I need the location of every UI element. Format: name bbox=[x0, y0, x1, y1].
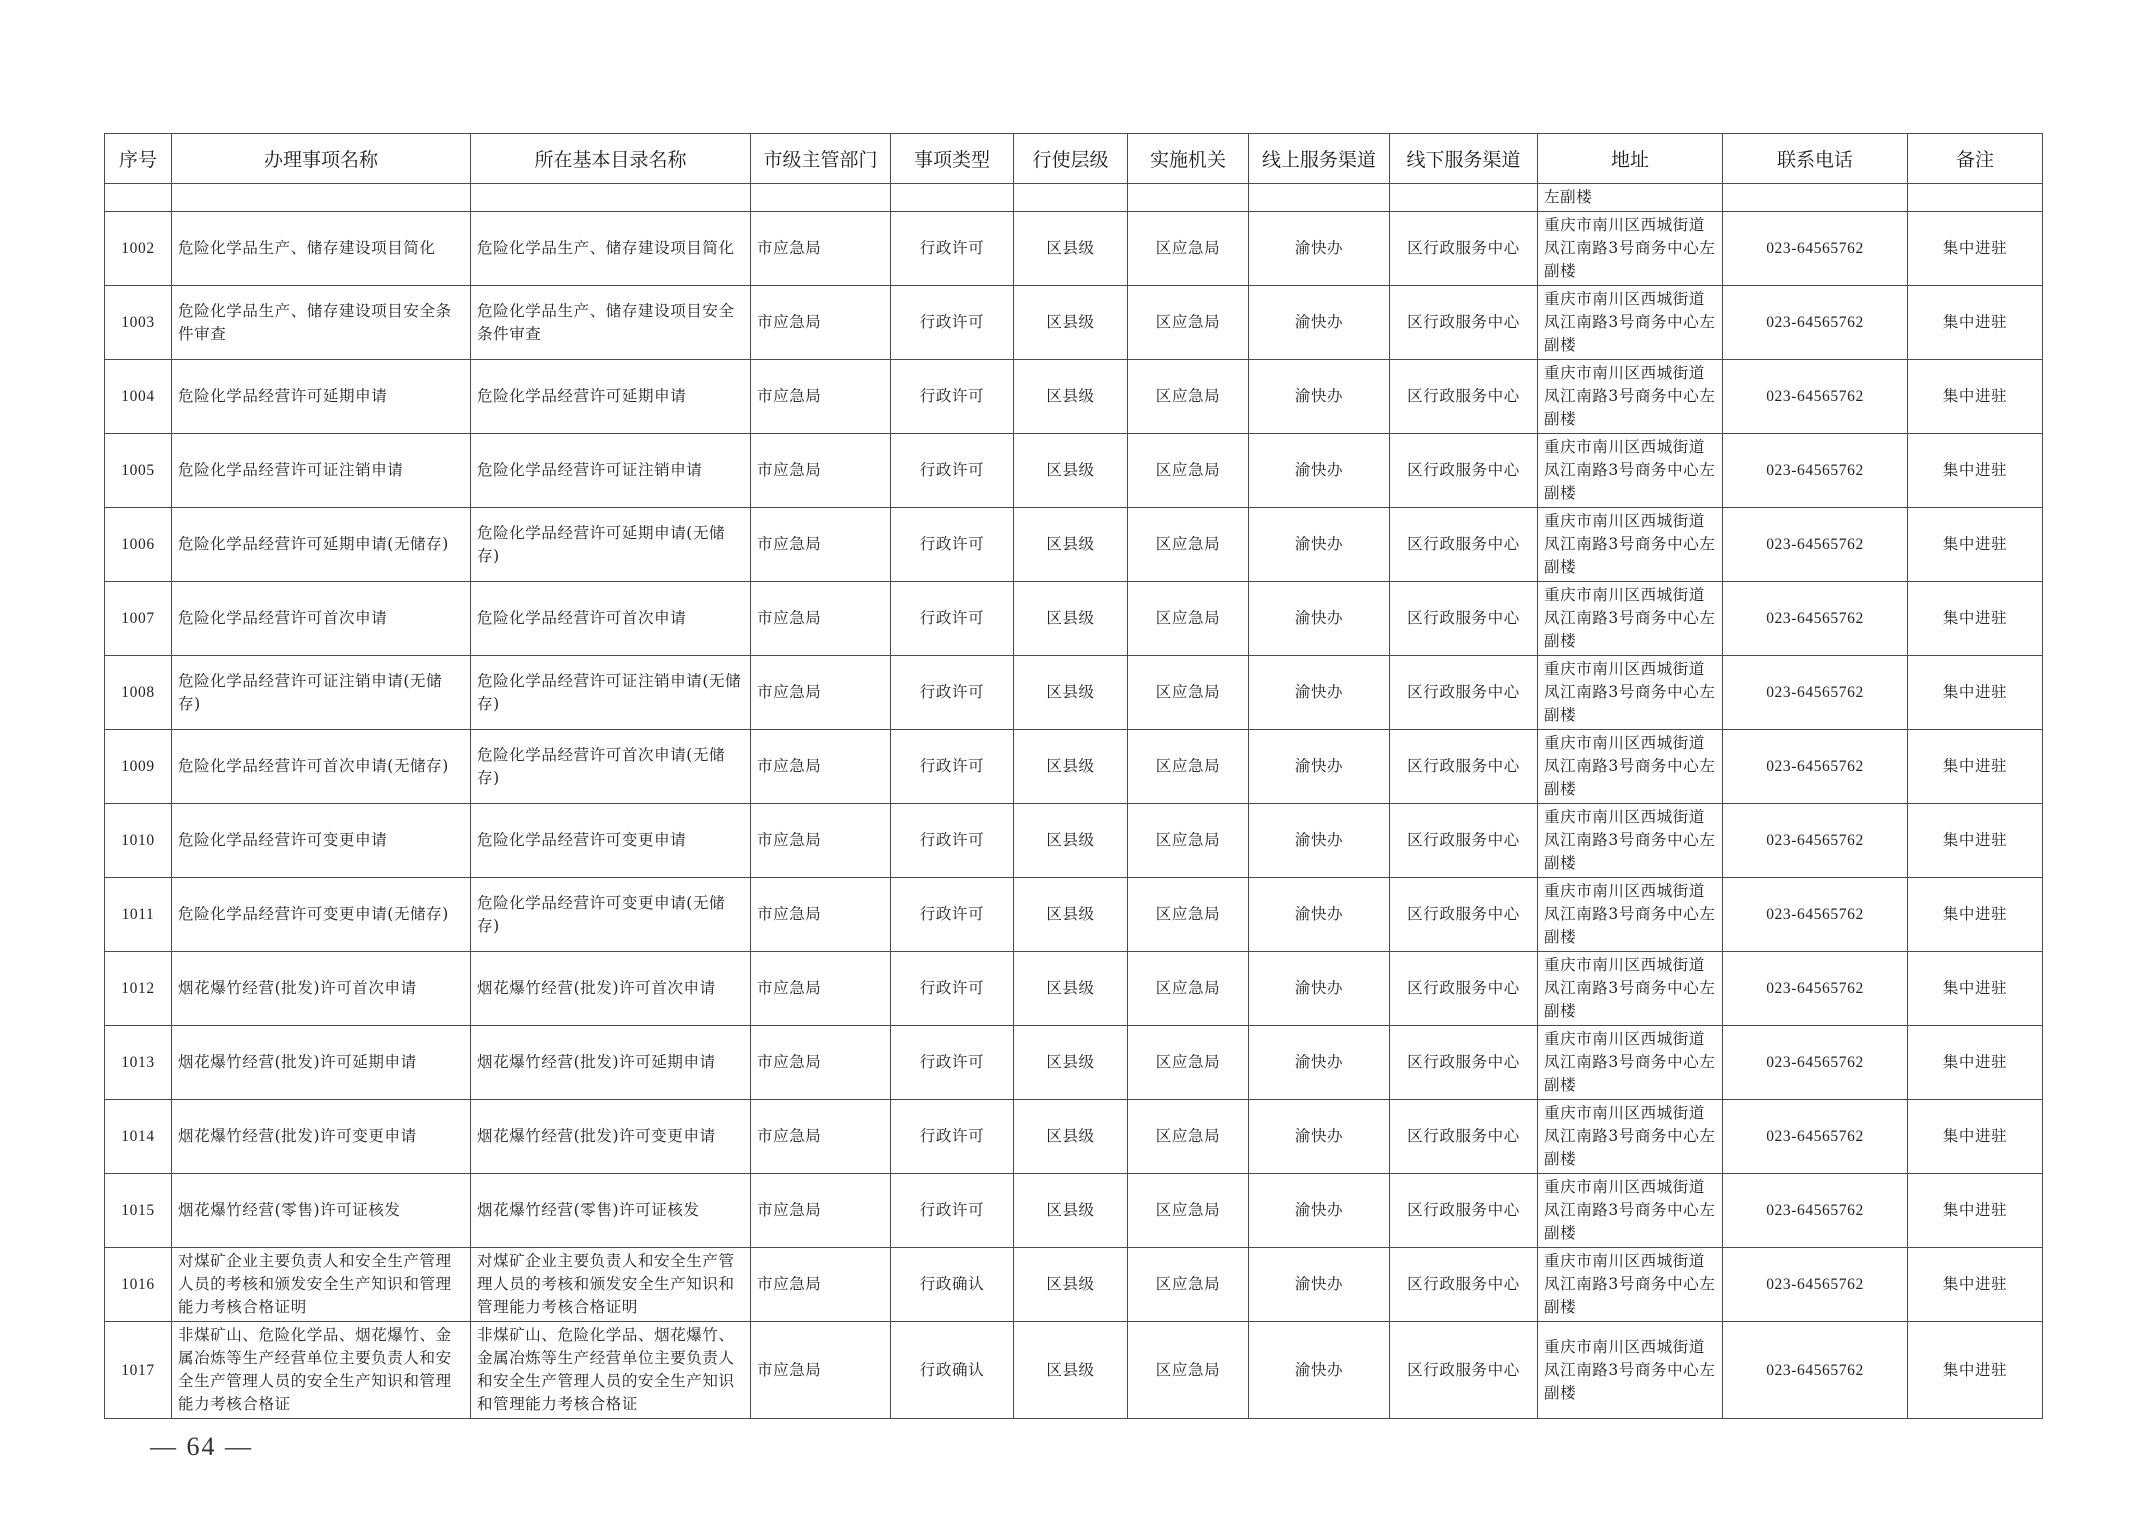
department-cell: 市应急局 bbox=[751, 508, 891, 582]
note-cell: 集中进驻 bbox=[1908, 508, 2043, 582]
phone-cell: 023-64565762 bbox=[1723, 212, 1908, 286]
header-cell: 备注 bbox=[1908, 134, 2043, 184]
online-channel-cell: 渝快办 bbox=[1249, 582, 1390, 656]
catalog-name-cell: 危险化学品生产、储存建设项目简化 bbox=[471, 212, 751, 286]
continuation-row bbox=[105, 184, 2043, 212]
header-cell: 行使层级 bbox=[1014, 134, 1128, 184]
catalog-name-cell: 危险化学品经营许可证注销申请 bbox=[471, 434, 751, 508]
item-type-cell: 行政确认 bbox=[891, 1322, 1014, 1419]
table-row bbox=[105, 360, 2043, 434]
item-type-cell: 行政许可 bbox=[891, 286, 1014, 360]
item-type-cell: 行政许可 bbox=[891, 1026, 1014, 1100]
agency-cell: 区应急局 bbox=[1128, 582, 1249, 656]
level-cell: 区县级 bbox=[1014, 730, 1128, 804]
phone-cell: 023-64565762 bbox=[1723, 434, 1908, 508]
department-cell: 市应急局 bbox=[751, 1026, 891, 1100]
offline-channel-cell: 区行政服务中心 bbox=[1390, 952, 1538, 1026]
table-row bbox=[105, 582, 2043, 656]
level-cell: 区县级 bbox=[1014, 1174, 1128, 1248]
catalog-name-cell: 烟花爆竹经营(批发)许可延期申请 bbox=[471, 1026, 751, 1100]
online-channel-cell: 渝快办 bbox=[1249, 212, 1390, 286]
level-cell: 区县级 bbox=[1014, 360, 1128, 434]
row-number-cell: 1008 bbox=[105, 656, 172, 730]
online-channel-cell: 渝快办 bbox=[1249, 952, 1390, 1026]
table-cell bbox=[471, 184, 751, 212]
table-cell bbox=[1128, 184, 1249, 212]
agency-cell: 区应急局 bbox=[1128, 952, 1249, 1026]
online-channel-cell: 渝快办 bbox=[1249, 286, 1390, 360]
note-cell: 集中进驻 bbox=[1908, 952, 2043, 1026]
table-row bbox=[105, 286, 2043, 360]
department-cell: 市应急局 bbox=[751, 1100, 891, 1174]
row-number-cell: 1006 bbox=[105, 508, 172, 582]
item-type-cell: 行政许可 bbox=[891, 212, 1014, 286]
header-cell: 办理事项名称 bbox=[172, 134, 471, 184]
department-cell: 市应急局 bbox=[751, 656, 891, 730]
offline-channel-cell: 区行政服务中心 bbox=[1390, 360, 1538, 434]
phone-cell: 023-64565762 bbox=[1723, 286, 1908, 360]
level-cell: 区县级 bbox=[1014, 434, 1128, 508]
table-cell bbox=[1390, 184, 1538, 212]
online-channel-cell: 渝快办 bbox=[1249, 656, 1390, 730]
offline-channel-cell: 区行政服务中心 bbox=[1390, 804, 1538, 878]
header-cell: 联系电话 bbox=[1723, 134, 1908, 184]
address-cell: 重庆市南川区西城街道凤江南路3号商务中心左副楼 bbox=[1538, 286, 1723, 360]
offline-channel-cell: 区行政服务中心 bbox=[1390, 730, 1538, 804]
row-number-cell: 1015 bbox=[105, 1174, 172, 1248]
phone-cell: 023-64565762 bbox=[1723, 952, 1908, 1026]
row-number-cell: 1017 bbox=[105, 1322, 172, 1419]
table-row bbox=[105, 508, 2043, 582]
offline-channel-cell: 区行政服务中心 bbox=[1390, 508, 1538, 582]
item-name-cell: 烟花爆竹经营(批发)许可变更申请 bbox=[172, 1100, 471, 1174]
online-channel-cell: 渝快办 bbox=[1249, 360, 1390, 434]
item-name-cell: 烟花爆竹经营(批发)许可首次申请 bbox=[172, 952, 471, 1026]
catalog-name-cell: 对煤矿企业主要负责人和安全生产管理人员的考核和颁发安全生产知识和管理能力考核合格证明 bbox=[471, 1248, 751, 1322]
header-cell: 实施机关 bbox=[1128, 134, 1249, 184]
note-cell: 集中进驻 bbox=[1908, 1248, 2043, 1322]
note-cell: 集中进驻 bbox=[1908, 360, 2043, 434]
header-cell: 线下服务渠道 bbox=[1390, 134, 1538, 184]
online-channel-cell: 渝快办 bbox=[1249, 804, 1390, 878]
address-cell: 重庆市南川区西城街道凤江南路3号商务中心左副楼 bbox=[1538, 656, 1723, 730]
address-cell: 重庆市南川区西城街道凤江南路3号商务中心左副楼 bbox=[1538, 1248, 1723, 1322]
online-channel-cell: 渝快办 bbox=[1249, 1026, 1390, 1100]
table-cell bbox=[1014, 184, 1128, 212]
table-row bbox=[105, 730, 2043, 804]
catalog-name-cell: 危险化学品经营许可延期申请(无储存) bbox=[471, 508, 751, 582]
agency-cell: 区应急局 bbox=[1128, 656, 1249, 730]
address-cell: 重庆市南川区西城街道凤江南路3号商务中心左副楼 bbox=[1538, 360, 1723, 434]
offline-channel-cell: 区行政服务中心 bbox=[1390, 434, 1538, 508]
catalog-name-cell: 危险化学品经营许可首次申请 bbox=[471, 582, 751, 656]
header-cell: 序号 bbox=[105, 134, 172, 184]
offline-channel-cell: 区行政服务中心 bbox=[1390, 1322, 1538, 1419]
note-cell: 集中进驻 bbox=[1908, 434, 2043, 508]
department-cell: 市应急局 bbox=[751, 1174, 891, 1248]
note-cell: 集中进驻 bbox=[1908, 582, 2043, 656]
offline-channel-cell: 区行政服务中心 bbox=[1390, 1100, 1538, 1174]
table-header-row bbox=[105, 134, 2043, 184]
agency-cell: 区应急局 bbox=[1128, 804, 1249, 878]
table-cell bbox=[1723, 184, 1908, 212]
item-type-cell: 行政确认 bbox=[891, 1248, 1014, 1322]
item-name-cell: 危险化学品经营许可变更申请 bbox=[172, 804, 471, 878]
row-number-cell: 1016 bbox=[105, 1248, 172, 1322]
item-type-cell: 行政许可 bbox=[891, 730, 1014, 804]
item-name-cell: 危险化学品经营许可首次申请 bbox=[172, 582, 471, 656]
agency-cell: 区应急局 bbox=[1128, 1174, 1249, 1248]
level-cell: 区县级 bbox=[1014, 212, 1128, 286]
level-cell: 区县级 bbox=[1014, 582, 1128, 656]
catalog-name-cell: 烟花爆竹经营(批发)许可变更申请 bbox=[471, 1100, 751, 1174]
catalog-name-cell: 危险化学品经营许可变更申请 bbox=[471, 804, 751, 878]
phone-cell: 023-64565762 bbox=[1723, 1248, 1908, 1322]
note-cell: 集中进驻 bbox=[1908, 656, 2043, 730]
agency-cell: 区应急局 bbox=[1128, 508, 1249, 582]
address-cell: 重庆市南川区西城街道凤江南路3号商务中心左副楼 bbox=[1538, 434, 1723, 508]
address-cell: 重庆市南川区西城街道凤江南路3号商务中心左副楼 bbox=[1538, 952, 1723, 1026]
department-cell: 市应急局 bbox=[751, 730, 891, 804]
address-cell: 重庆市南川区西城街道凤江南路3号商务中心左副楼 bbox=[1538, 1322, 1723, 1419]
item-type-cell: 行政许可 bbox=[891, 952, 1014, 1026]
agency-cell: 区应急局 bbox=[1128, 360, 1249, 434]
item-name-cell: 危险化学品经营许可首次申请(无储存) bbox=[172, 730, 471, 804]
phone-cell: 023-64565762 bbox=[1723, 1174, 1908, 1248]
page-number: — 64 — bbox=[150, 1432, 253, 1461]
row-number-cell: 1013 bbox=[105, 1026, 172, 1100]
phone-cell: 023-64565762 bbox=[1723, 1322, 1908, 1419]
row-number-cell: 1007 bbox=[105, 582, 172, 656]
level-cell: 区县级 bbox=[1014, 952, 1128, 1026]
level-cell: 区县级 bbox=[1014, 508, 1128, 582]
item-name-cell: 危险化学品经营许可延期申请(无储存) bbox=[172, 508, 471, 582]
item-name-cell: 对煤矿企业主要负责人和安全生产管理人员的考核和颁发安全生产知识和管理能力考核合格证明 bbox=[172, 1248, 471, 1322]
agency-cell: 区应急局 bbox=[1128, 1322, 1249, 1419]
level-cell: 区县级 bbox=[1014, 286, 1128, 360]
item-name-cell: 危险化学品生产、储存建设项目安全条件审查 bbox=[172, 286, 471, 360]
note-cell: 集中进驻 bbox=[1908, 1174, 2043, 1248]
item-type-cell: 行政许可 bbox=[891, 434, 1014, 508]
items-table bbox=[104, 133, 2043, 1419]
table-row bbox=[105, 1026, 2043, 1100]
item-type-cell: 行政许可 bbox=[891, 582, 1014, 656]
department-cell: 市应急局 bbox=[751, 804, 891, 878]
online-channel-cell: 渝快办 bbox=[1249, 730, 1390, 804]
agency-cell: 区应急局 bbox=[1128, 1026, 1249, 1100]
note-cell: 集中进驻 bbox=[1908, 878, 2043, 952]
department-cell: 市应急局 bbox=[751, 582, 891, 656]
table-cell bbox=[751, 184, 891, 212]
header-cell: 地址 bbox=[1538, 134, 1723, 184]
table-row bbox=[105, 1100, 2043, 1174]
department-cell: 市应急局 bbox=[751, 952, 891, 1026]
header-cell: 线上服务渠道 bbox=[1249, 134, 1390, 184]
note-cell: 集中进驻 bbox=[1908, 1322, 2043, 1419]
offline-channel-cell: 区行政服务中心 bbox=[1390, 212, 1538, 286]
department-cell: 市应急局 bbox=[751, 360, 891, 434]
catalog-name-cell: 烟花爆竹经营(零售)许可证核发 bbox=[471, 1174, 751, 1248]
online-channel-cell: 渝快办 bbox=[1249, 1174, 1390, 1248]
table-row bbox=[105, 656, 2043, 730]
level-cell: 区县级 bbox=[1014, 878, 1128, 952]
item-type-cell: 行政许可 bbox=[891, 656, 1014, 730]
phone-cell: 023-64565762 bbox=[1723, 1100, 1908, 1174]
offline-channel-cell: 区行政服务中心 bbox=[1390, 286, 1538, 360]
catalog-name-cell: 危险化学品经营许可变更申请(无储存) bbox=[471, 878, 751, 952]
item-name-cell: 危险化学品经营许可证注销申请 bbox=[172, 434, 471, 508]
note-cell: 集中进驻 bbox=[1908, 212, 2043, 286]
item-type-cell: 行政许可 bbox=[891, 1174, 1014, 1248]
address-cell: 重庆市南川区西城街道凤江南路3号商务中心左副楼 bbox=[1538, 804, 1723, 878]
online-channel-cell: 渝快办 bbox=[1249, 508, 1390, 582]
catalog-name-cell: 烟花爆竹经营(批发)许可首次申请 bbox=[471, 952, 751, 1026]
level-cell: 区县级 bbox=[1014, 1100, 1128, 1174]
table-cell bbox=[1249, 184, 1390, 212]
row-number-cell: 1014 bbox=[105, 1100, 172, 1174]
item-name-cell: 危险化学品经营许可变更申请(无储存) bbox=[172, 878, 471, 952]
online-channel-cell: 渝快办 bbox=[1249, 1322, 1390, 1419]
address-cell: 重庆市南川区西城街道凤江南路3号商务中心左副楼 bbox=[1538, 730, 1723, 804]
address-cell: 重庆市南川区西城街道凤江南路3号商务中心左副楼 bbox=[1538, 1026, 1723, 1100]
offline-channel-cell: 区行政服务中心 bbox=[1390, 656, 1538, 730]
address-cell: 重庆市南川区西城街道凤江南路3号商务中心左副楼 bbox=[1538, 1100, 1723, 1174]
note-cell: 集中进驻 bbox=[1908, 804, 2043, 878]
catalog-name-cell: 危险化学品经营许可延期申请 bbox=[471, 360, 751, 434]
online-channel-cell: 渝快办 bbox=[1249, 1248, 1390, 1322]
item-name-cell: 烟花爆竹经营(零售)许可证核发 bbox=[172, 1174, 471, 1248]
row-number-cell: 1003 bbox=[105, 286, 172, 360]
header-cell: 市级主管部门 bbox=[751, 134, 891, 184]
offline-channel-cell: 区行政服务中心 bbox=[1390, 1248, 1538, 1322]
online-channel-cell: 渝快办 bbox=[1249, 434, 1390, 508]
address-cell: 重庆市南川区西城街道凤江南路3号商务中心左副楼 bbox=[1538, 508, 1723, 582]
catalog-name-cell: 危险化学品经营许可证注销申请(无储存) bbox=[471, 656, 751, 730]
row-number-cell: 1009 bbox=[105, 730, 172, 804]
offline-channel-cell: 区行政服务中心 bbox=[1390, 582, 1538, 656]
phone-cell: 023-64565762 bbox=[1723, 508, 1908, 582]
table-cell bbox=[172, 184, 471, 212]
item-name-cell: 危险化学品生产、储存建设项目简化 bbox=[172, 212, 471, 286]
agency-cell: 区应急局 bbox=[1128, 212, 1249, 286]
header-cell: 所在基本目录名称 bbox=[471, 134, 751, 184]
item-name-cell: 非煤矿山、危险化学品、烟花爆竹、金属冶炼等生产经营单位主要负责人和安全生产管理人员的安全生产知识和管理能力考核合格证 bbox=[172, 1322, 471, 1419]
item-name-cell: 危险化学品经营许可证注销申请(无储存) bbox=[172, 656, 471, 730]
agency-cell: 区应急局 bbox=[1128, 286, 1249, 360]
note-cell: 集中进驻 bbox=[1908, 730, 2043, 804]
level-cell: 区县级 bbox=[1014, 656, 1128, 730]
phone-cell: 023-64565762 bbox=[1723, 1026, 1908, 1100]
item-name-cell: 危险化学品经营许可延期申请 bbox=[172, 360, 471, 434]
level-cell: 区县级 bbox=[1014, 1322, 1128, 1419]
table-cell bbox=[105, 184, 172, 212]
agency-cell: 区应急局 bbox=[1128, 878, 1249, 952]
level-cell: 区县级 bbox=[1014, 1248, 1128, 1322]
agency-cell: 区应急局 bbox=[1128, 730, 1249, 804]
item-type-cell: 行政许可 bbox=[891, 1100, 1014, 1174]
table-cell bbox=[1908, 184, 2043, 212]
catalog-name-cell: 非煤矿山、危险化学品、烟花爆竹、金属冶炼等生产经营单位主要负责人和安全生产管理人员的安全生产知识和管理能力考核合格证 bbox=[471, 1322, 751, 1419]
department-cell: 市应急局 bbox=[751, 212, 891, 286]
table-row bbox=[105, 434, 2043, 508]
item-type-cell: 行政许可 bbox=[891, 508, 1014, 582]
phone-cell: 023-64565762 bbox=[1723, 804, 1908, 878]
table-cell bbox=[891, 184, 1014, 212]
address-cell: 重庆市南川区西城街道凤江南路3号商务中心左副楼 bbox=[1538, 878, 1723, 952]
phone-cell: 023-64565762 bbox=[1723, 656, 1908, 730]
department-cell: 市应急局 bbox=[751, 1322, 891, 1419]
phone-cell: 023-64565762 bbox=[1723, 878, 1908, 952]
catalog-name-cell: 危险化学品生产、储存建设项目安全条件审查 bbox=[471, 286, 751, 360]
address-cell: 重庆市南川区西城街道凤江南路3号商务中心左副楼 bbox=[1538, 582, 1723, 656]
agency-cell: 区应急局 bbox=[1128, 434, 1249, 508]
catalog-name-cell: 危险化学品经营许可首次申请(无储存) bbox=[471, 730, 751, 804]
header-cell: 事项类型 bbox=[891, 134, 1014, 184]
online-channel-cell: 渝快办 bbox=[1249, 878, 1390, 952]
table-row bbox=[105, 212, 2043, 286]
online-channel-cell: 渝快办 bbox=[1249, 1100, 1390, 1174]
table-row bbox=[105, 952, 2043, 1026]
table-row bbox=[105, 804, 2043, 878]
offline-channel-cell: 区行政服务中心 bbox=[1390, 1026, 1538, 1100]
note-cell: 集中进驻 bbox=[1908, 286, 2043, 360]
table-row bbox=[105, 1174, 2043, 1248]
row-number-cell: 1004 bbox=[105, 360, 172, 434]
item-type-cell: 行政许可 bbox=[891, 878, 1014, 952]
department-cell: 市应急局 bbox=[751, 286, 891, 360]
agency-cell: 区应急局 bbox=[1128, 1100, 1249, 1174]
address-cell: 重庆市南川区西城街道凤江南路3号商务中心左副楼 bbox=[1538, 212, 1723, 286]
department-cell: 市应急局 bbox=[751, 1248, 891, 1322]
row-number-cell: 1002 bbox=[105, 212, 172, 286]
row-number-cell: 1010 bbox=[105, 804, 172, 878]
item-type-cell: 行政许可 bbox=[891, 360, 1014, 434]
address-cell: 重庆市南川区西城街道凤江南路3号商务中心左副楼 bbox=[1538, 1174, 1723, 1248]
offline-channel-cell: 区行政服务中心 bbox=[1390, 1174, 1538, 1248]
department-cell: 市应急局 bbox=[751, 878, 891, 952]
row-number-cell: 1011 bbox=[105, 878, 172, 952]
level-cell: 区县级 bbox=[1014, 1026, 1128, 1100]
item-type-cell: 行政许可 bbox=[891, 804, 1014, 878]
table-row bbox=[105, 1248, 2043, 1322]
phone-cell: 023-64565762 bbox=[1723, 582, 1908, 656]
row-number-cell: 1012 bbox=[105, 952, 172, 1026]
agency-cell: 区应急局 bbox=[1128, 1248, 1249, 1322]
level-cell: 区县级 bbox=[1014, 804, 1128, 878]
phone-cell: 023-64565762 bbox=[1723, 730, 1908, 804]
row-number-cell: 1005 bbox=[105, 434, 172, 508]
note-cell: 集中进驻 bbox=[1908, 1026, 2043, 1100]
address-cell: 左副楼 bbox=[1538, 184, 1723, 212]
phone-cell: 023-64565762 bbox=[1723, 360, 1908, 434]
table-body bbox=[105, 184, 2043, 1419]
note-cell: 集中进驻 bbox=[1908, 1100, 2043, 1174]
offline-channel-cell: 区行政服务中心 bbox=[1390, 878, 1538, 952]
department-cell: 市应急局 bbox=[751, 434, 891, 508]
table-row bbox=[105, 1322, 2043, 1419]
item-name-cell: 烟花爆竹经营(批发)许可延期申请 bbox=[172, 1026, 471, 1100]
table-row bbox=[105, 878, 2043, 952]
